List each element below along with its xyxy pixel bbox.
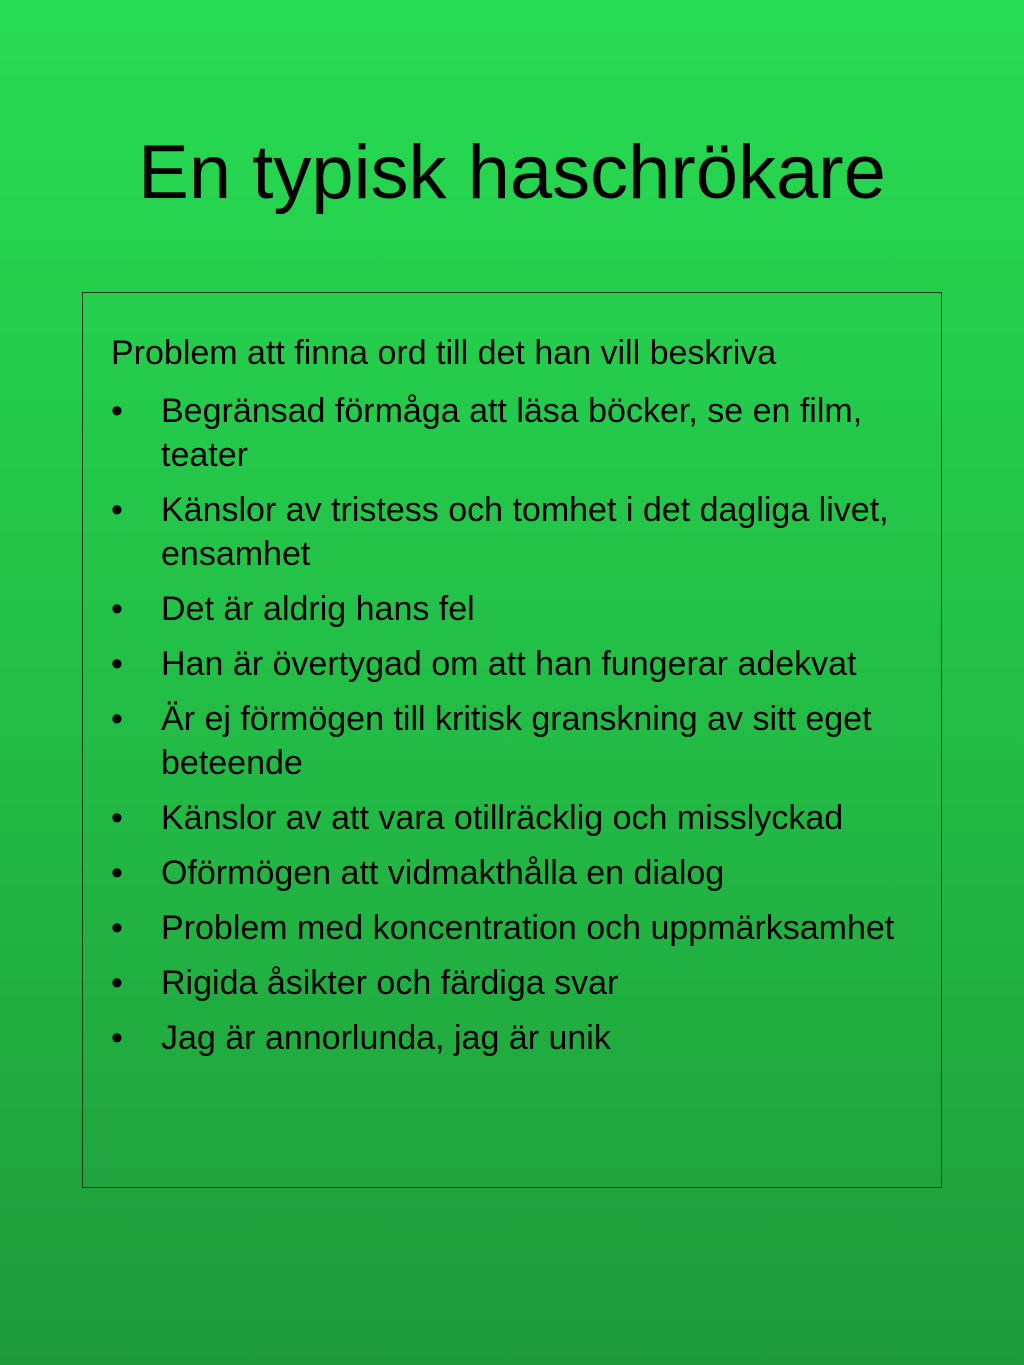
bullet-icon: • [111, 909, 123, 947]
bullet-text: Jag är annorlunda, jag är unik [161, 1019, 611, 1057]
list-item [111, 1016, 911, 1060]
bullet-list [111, 389, 911, 1071]
list-item [111, 796, 911, 840]
list-item [111, 961, 911, 1005]
bullet-icon: • [111, 645, 123, 683]
bullet-icon: • [111, 854, 123, 892]
bullet-icon: • [111, 964, 123, 1002]
list-item [111, 851, 911, 895]
bullet-icon: • [111, 1019, 123, 1057]
bullet-text: Känslor av att vara otillräcklig och misslyckad [161, 799, 844, 837]
bullet-text: Problem med koncentration och uppmärksamhet [161, 909, 895, 947]
list-item [111, 488, 911, 576]
bullet-text: Han är övertygad om att han fungerar adekvat [161, 645, 857, 683]
list-item [111, 389, 911, 477]
bullet-icon: • [111, 700, 123, 738]
list-item [111, 587, 911, 631]
bullet-icon: • [111, 491, 123, 529]
list-item [111, 906, 911, 950]
list-item [111, 642, 911, 686]
bullet-text: Begränsad förmåga att läsa böcker, se en film, teater [161, 392, 863, 474]
list-item [111, 697, 911, 785]
bullet-text: Är ej förmögen till kritisk granskning av sitt eget beteende [161, 700, 872, 782]
bullet-text: Känslor av tristess och tomhet i det dagliga livet, ensamhet [161, 491, 889, 573]
bullet-icon: • [111, 392, 123, 430]
intro-text: Problem att finna ord till det han vill beskriva [111, 334, 777, 372]
slide-title: En typisk haschrökare [138, 130, 886, 215]
bullet-icon: • [111, 590, 123, 628]
bullet-text: Rigida åsikter och färdiga svar [161, 964, 619, 1002]
bullet-icon: • [111, 799, 123, 837]
bullet-text: Det är aldrig hans fel [161, 590, 475, 628]
content-box [82, 292, 942, 1188]
bullet-text: Oförmögen att vidmakthålla en dialog [161, 854, 725, 892]
